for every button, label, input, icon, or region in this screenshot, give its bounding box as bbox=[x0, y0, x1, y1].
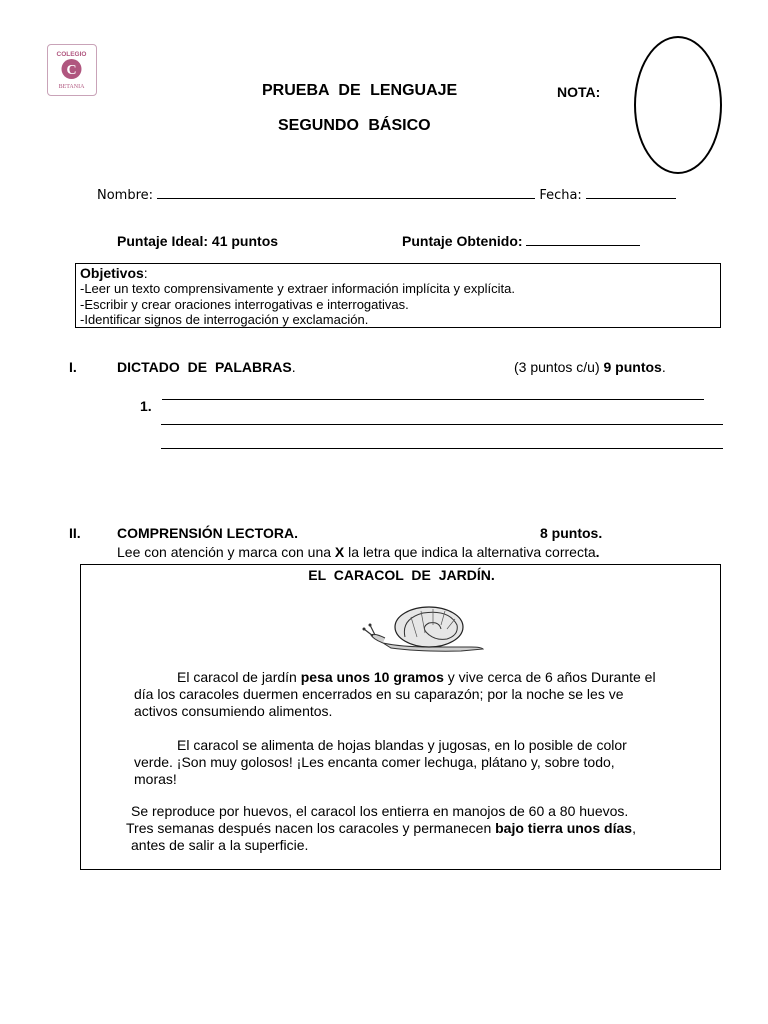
paragraph-2-line-2: verde. ¡Son muy golosos! ¡Les encanta comer lechuga, plátano y, sobre todo, bbox=[134, 754, 615, 770]
obtained-score-field[interactable] bbox=[526, 233, 640, 246]
obtained-score-row bbox=[402, 233, 640, 249]
objective-item: -Escribir y crear oraciones interrogativas e interrogativas. bbox=[80, 296, 409, 312]
ideal-score: Puntaje Ideal: 41 puntos bbox=[117, 233, 279, 249]
section-2-number: II. bbox=[69, 525, 81, 541]
grade-oval[interactable] bbox=[634, 36, 722, 174]
paragraph-3-line-2: Tres semanas después nacen los caracoles y permanecen bajo tierra unos días, bbox=[126, 820, 636, 836]
paragraph-3-line-3: antes de salir a la superficie. bbox=[131, 837, 309, 853]
grade-label: NOTA: bbox=[557, 84, 601, 100]
logo-top-text: COLEGIO bbox=[56, 51, 87, 58]
logo-bottom-text: BETANIA bbox=[58, 84, 85, 90]
section-1-number: I. bbox=[69, 359, 77, 375]
date-field[interactable] bbox=[586, 186, 676, 199]
page-title: PRUEBA DE LENGUAJE bbox=[262, 82, 458, 99]
objective-item: -Identificar signos de interrogación y exclamación. bbox=[80, 312, 369, 327]
section-2-title: COMPRENSIÓN LECTORA. bbox=[117, 525, 298, 541]
paragraph-1-line-1: El caracol de jardín pesa unos 10 gramos y vive cerca de 6 años Durante el bbox=[177, 669, 656, 685]
dictation-item-number: 1. bbox=[140, 398, 152, 414]
name-field[interactable] bbox=[157, 186, 535, 199]
snail-icon bbox=[361, 603, 487, 653]
reading-passage-box bbox=[80, 564, 721, 870]
logo-letter: C bbox=[66, 63, 77, 78]
obtained-score-label: Puntaje Obtenido: bbox=[402, 233, 523, 249]
dictation-line-1[interactable] bbox=[162, 399, 704, 400]
dictation-line-3[interactable] bbox=[161, 448, 723, 449]
reading-title: EL CARACOL DE JARDÍN. bbox=[308, 567, 495, 583]
page-subtitle: SEGUNDO BÁSICO bbox=[278, 117, 431, 134]
section-2-instruction: Lee con atención y marca con una X la letra que indica la alternativa correcta. bbox=[117, 544, 600, 560]
paragraph-3-line-1: Se reproduce por huevos, el caracol los entierra en manojos de 60 a 80 huevos. bbox=[131, 803, 629, 819]
section-2-points: 8 puntos. bbox=[540, 525, 603, 541]
section-1-title: DICTADO DE PALABRAS. bbox=[117, 359, 296, 375]
objectives-heading: Objetivos: bbox=[80, 265, 148, 281]
objectives-box bbox=[75, 263, 721, 328]
name-label: Nombre: bbox=[97, 188, 154, 203]
section-1-points: (3 puntos c/u) 9 puntos. bbox=[514, 359, 666, 375]
paragraph-2-line-3: moras! bbox=[134, 771, 177, 787]
school-logo bbox=[47, 44, 97, 96]
dictation-line-2[interactable] bbox=[161, 424, 723, 425]
date-label: Fecha: bbox=[539, 188, 582, 203]
paragraph-1-line-3: activos consumiendo alimentos. bbox=[134, 703, 333, 719]
paragraph-1-line-2: día los caracoles duermen encerrados en su caparazón; por la noche se les ve bbox=[134, 686, 624, 702]
paragraph-2-line-1: El caracol se alimenta de hojas blandas y jugosas, en lo posible de color bbox=[177, 737, 627, 753]
student-info-row bbox=[97, 186, 676, 203]
objective-item: -Leer un texto comprensivamente y extraer información implícita y explícita. bbox=[80, 281, 515, 296]
